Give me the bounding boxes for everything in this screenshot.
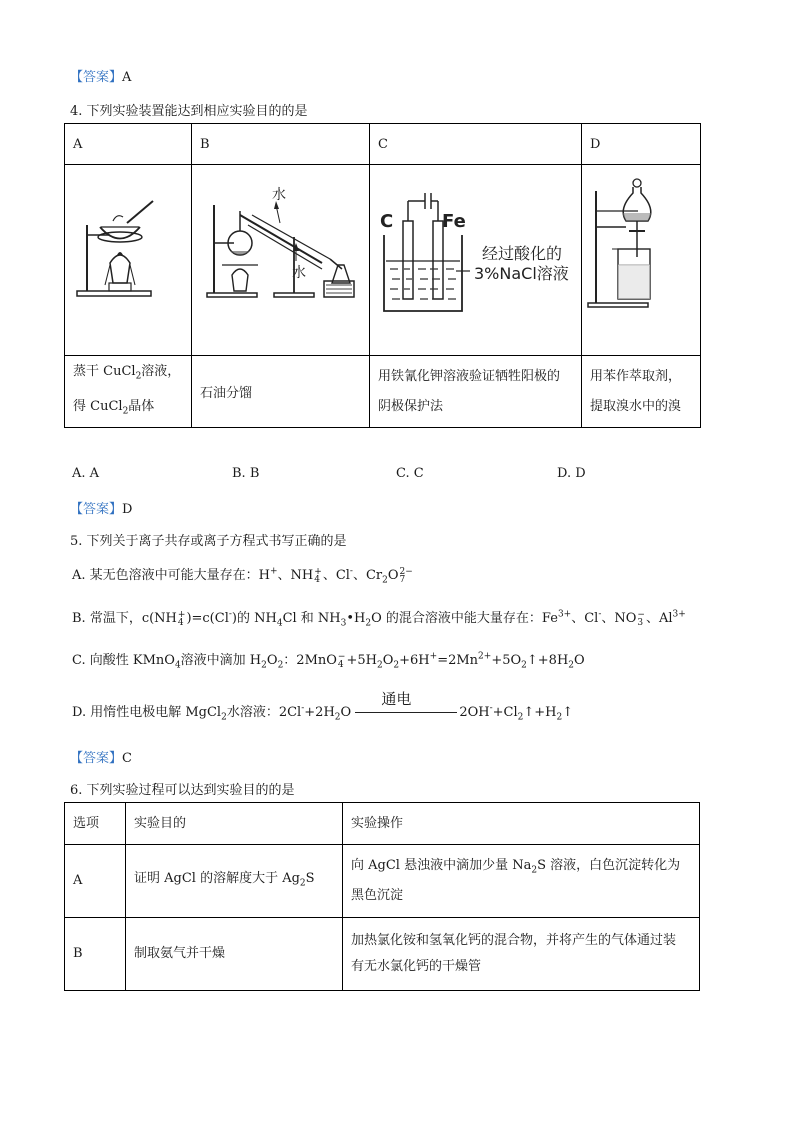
table-row xyxy=(65,845,700,918)
desc-c xyxy=(370,356,582,428)
header-a: A xyxy=(65,124,192,165)
question-5-stem: 5. 下列关于离子共存或离子方程式书写正确的是 xyxy=(70,534,347,549)
question-6-table xyxy=(64,802,700,991)
answer-value: A xyxy=(122,70,132,85)
option-a: A. A xyxy=(72,466,100,481)
header-goal: 实验目的 xyxy=(126,803,343,845)
solution-label-line1: 经过酸化的 xyxy=(482,244,563,263)
desc-c-line1: 用铁氰化钾溶液验证牺牲阳极的 xyxy=(378,368,561,384)
answer-value: C xyxy=(122,751,132,766)
carbon-electrode-label: C xyxy=(380,211,394,232)
question-4-table xyxy=(64,123,701,428)
electrolysis-condition: 通电 xyxy=(355,706,459,720)
desc-a-line1: 蒸干 CuCl$_2$溶液， xyxy=(73,363,181,382)
solution-label-line2: 3%NaCl溶液 xyxy=(474,264,569,283)
answer-label: 【答案】 xyxy=(70,502,123,517)
water-in-label: 水 xyxy=(292,265,306,281)
header-option: 选项 xyxy=(65,803,126,845)
answer-label: 【答案】 xyxy=(70,751,123,766)
answer-4 xyxy=(70,498,132,517)
row-goal: 证明 AgCl 的溶解度大于 $Ag_2S$ xyxy=(126,845,343,918)
apparatus-c-cell xyxy=(370,165,582,356)
row-option: B xyxy=(65,918,126,991)
q5-option-b: B. 常温下，c(NH + 4 )=c(Cl-)的 $NH_4Cl$ 和 $NH_3•H_2O$ 的混合溶液中能大量存在：$Fe^{3+}$、Cl-、NO − 3 、$Al^{3+}$ xyxy=(72,609,686,629)
distillation-apparatus-figure xyxy=(192,165,369,351)
q5-option-c: C. 向酸性 KMnO$_4$溶液中滴加 $H_2O_2$：2MnO − 4 $+5H_2O_2+6H^+=2Mn^{2+}+5O_2↑+8H_2O$ xyxy=(72,651,585,671)
table-row xyxy=(65,918,700,991)
option-c: C. C xyxy=(396,466,424,481)
desc-b: 石油分馏 xyxy=(192,356,370,428)
evaporation-apparatus-figure xyxy=(65,165,191,351)
row-option: A xyxy=(65,845,126,918)
question-6-stem: 6. 下列实验过程可以达到实验目的的是 xyxy=(70,783,295,798)
row-operation: 加热氯化铵和氢氧化钙的混合物，并将产生的气体通过装 有无水氯化钙的干燥管 xyxy=(343,918,700,991)
desc-d-line2: 提取溴水中的溴 xyxy=(590,398,682,414)
header-operation: 实验操作 xyxy=(343,803,700,845)
q5-option-d: D. 用惰性电极电解 MgCl$_2$水溶液：$2Cl^-+2H_2O$ 通电 $2OH^-+Cl_2↑+H_2↑$ xyxy=(72,689,574,723)
iron-electrode-label: Fe xyxy=(442,211,466,232)
row-goal: 制取氨气并干燥 xyxy=(126,918,343,991)
answer-5 xyxy=(70,747,132,766)
q5-option-a: A. 某无色溶液中可能大量存在：H+、NH + 4 、Cl-、$Cr_2O$ 2− 7 xyxy=(72,566,413,586)
water-out-label: 水 xyxy=(272,187,286,203)
extraction-apparatus-figure xyxy=(582,165,700,351)
apparatus-d-cell xyxy=(582,165,701,356)
answer-value: D xyxy=(122,502,133,517)
header-b: B xyxy=(192,124,370,165)
sacrificial-anode-apparatus-figure xyxy=(370,165,581,351)
answer-label: 【答案】 xyxy=(70,70,123,85)
header-c: C xyxy=(370,124,582,165)
apparatus-a-cell xyxy=(65,165,192,356)
question-4-stem: 4. 下列实验装置能达到相应实验目的的是 xyxy=(70,104,308,119)
desc-a-line2: 得 CuCl$_2$晶体 xyxy=(73,398,155,417)
desc-a xyxy=(65,356,192,428)
apparatus-b-cell xyxy=(192,165,370,356)
row-operation: 向 AgCl 悬浊液中滴加少量 $Na_2S$ 溶液，白色沉淀转化为 黑色沉淀 xyxy=(343,845,700,918)
desc-c-line2: 阴极保护法 xyxy=(378,398,444,414)
option-d: D. D xyxy=(557,466,586,481)
header-d: D xyxy=(582,124,701,165)
answer-3 xyxy=(70,66,131,85)
option-b: B. B xyxy=(232,466,260,481)
desc-d-line1: 用苯作萃取剂， xyxy=(590,368,682,384)
desc-d xyxy=(582,356,701,428)
